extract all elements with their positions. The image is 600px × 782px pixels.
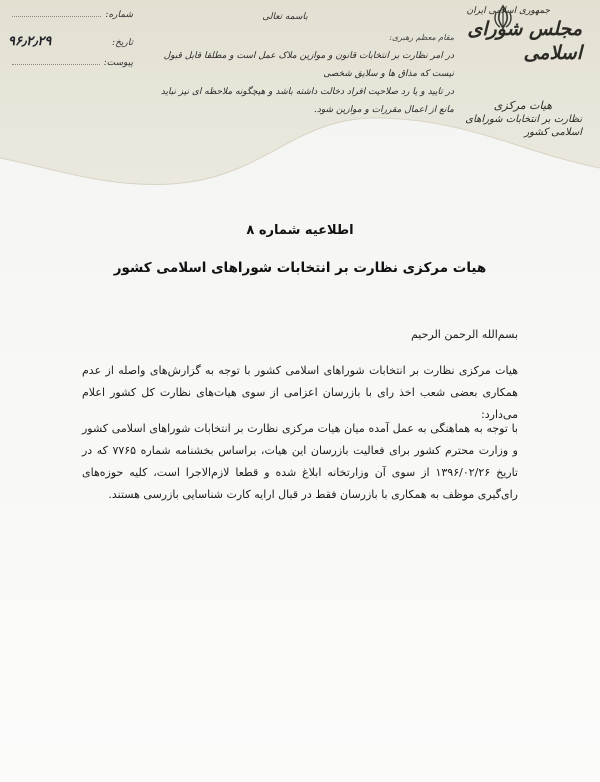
- logo-country-text: جمهوری اسلامی ایران: [466, 6, 550, 16]
- leader-quote: [144, 29, 454, 119]
- parliament-logo: [464, 6, 582, 139]
- number-label: شماره:: [105, 10, 133, 20]
- letter-meta: [8, 10, 133, 82]
- number-dotted-line: [12, 16, 101, 17]
- notice-paragraph-1: هیات مرکزی نظارت بر انتخابات شوراهای اسلامی کشور با توجه به گزارش‌های واصله از عدم همکاری بعضی شعب اخذ رای با بازرسان اعزامی از سوی هیات‌های نظارت کل کشور اعلام می‌دارد:: [82, 364, 518, 421]
- logo-board-text: هیات مرکزی: [493, 99, 552, 112]
- date-row: [8, 34, 133, 58]
- notice-subtitle: هیات مرکزی نظارت بر انتخابات شوراهای اسلامی کشور: [113, 260, 487, 276]
- basmala-header: باسمه تعالی: [262, 12, 308, 22]
- attachment-row: [8, 58, 133, 82]
- attachment-dotted-line: [12, 64, 100, 65]
- date-value: ۹۶٫۲٫۲۹: [8, 34, 52, 49]
- quote-label: مقام معظم رهبری:: [389, 33, 454, 42]
- notice-title: اطلاعیه شماره ۸: [246, 223, 354, 238]
- date-label: تاریخ:: [112, 38, 133, 48]
- quote-line-2: در تایید و یا رد صلاحیت افراد دخالت داشته باشد و هیچگونه ملاحظه ای نیز نباید مانع از اعمال مقررات و موازین شود.: [160, 87, 454, 115]
- number-row: [8, 10, 133, 34]
- attachment-label: پیوست:: [103, 58, 133, 68]
- logo-main-text: مجلس شورای اسلامی: [467, 18, 582, 64]
- notice-paragraph-2: با توجه به هماهنگی به عمل آمده میان هیات مرکزی نظارت بر انتخابات شوراهای اسلامی کشور و وزارت محترم کشور برای فعالیت بازرسان این هیات، براساس بخشنامه شماره ۷۷۶۵ که در تاریخ ۱۳۹۶/۰۲/۲۶ از سوی آن وزارتخانه ابلاغ شده و قطعا لازم‌الاجرا است، کلیه حوزه‌های رای‌گیری موظف به همکاری با بازرسان فقط در قبال ارایه کارت شناسایی بازرسی هستند.: [82, 422, 518, 501]
- quote-line-1: در امر نظارت بر انتخابات قانون و موازین ملاک عمل است و مطلقا قابل قبول نیست که مذاق ها و سلایق شخصی: [163, 51, 454, 79]
- logo-board-subtitle: نظارت بر انتخابات شوراهای اسلامی کشور: [465, 114, 582, 138]
- greeting-text: بسم‌الله الرحمن الرحیم: [410, 328, 518, 341]
